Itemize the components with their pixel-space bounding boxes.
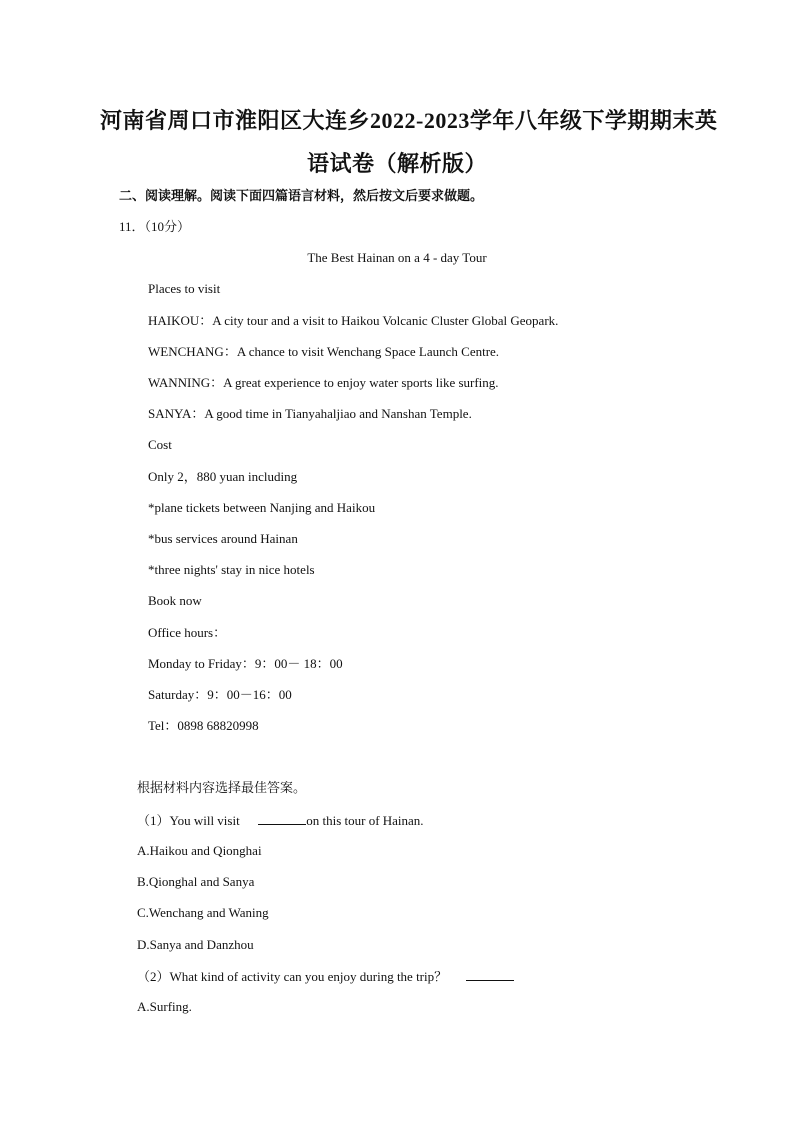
question-number: 11．（10分） [119, 219, 191, 234]
question-2 [137, 968, 514, 985]
passage-line: *plane tickets between Nanjing and Haikou [148, 500, 376, 515]
passage-line: Places to visit [148, 281, 221, 296]
passage-line: SANYA：A good time in Tianyahaljiao and Nanshan Temple. [148, 406, 472, 421]
passage-title: The Best Hainan on a 4 - day Tour [307, 250, 487, 265]
passage-line: *three nights' stay in nice hotels [148, 562, 315, 577]
option-item: D.Sanya and Danzhou [137, 937, 254, 952]
passage-line: WENCHANG：A chance to visit Wenchang Space Launch Centre. [148, 344, 500, 359]
passage-line: Office hours： [148, 625, 227, 640]
question-1-prefix: （1）You will visit [137, 813, 240, 828]
passage-line: Saturday：9：00－16：00 [148, 687, 292, 702]
question-1 [137, 812, 424, 829]
answer-blank [258, 812, 306, 825]
passage-line: Tel：0898 68820998 [148, 718, 259, 733]
answer-blank [466, 968, 514, 981]
passage-line: Cost [148, 437, 172, 452]
option-item: A.Haikou and Qionghai [137, 843, 262, 858]
passage-line: *bus services around Hainan [148, 531, 298, 546]
option-item: C.Wenchang and Waning [137, 905, 269, 920]
passage-line: HAIKOU：A city tour and a visit to Haikou Volcanic Cluster Global Geopark. [148, 313, 559, 328]
passage-line: Only 2，880 yuan including [148, 469, 298, 484]
option-item: A.Surfing. [137, 999, 192, 1014]
question-2-prefix: （2）What kind of activity can you enjoy during the trip？ [137, 969, 448, 984]
document-title-line-1: 河南省周口市淮阳区大连乡2022-2023学年八年级下学期期末英 [100, 108, 718, 133]
passage-line: Monday to Friday：9：00－ 18：00 [148, 656, 343, 671]
passage-line: WANNING：A great experience to enjoy water sports like surfing. [148, 375, 499, 390]
instruction-text: 根据材料内容选择最佳答案。 [137, 780, 307, 795]
passage-line: Book now [148, 593, 202, 608]
document-title-line-2: 语试卷（解析版） [306, 151, 487, 176]
question-1-suffix: on this tour of Hainan. [306, 813, 424, 828]
option-item: B.Qionghal and Sanya [137, 874, 255, 889]
section-heading: 二、阅读理解。阅读下面四篇语言材料，然后按文后要求做题。 [119, 188, 484, 203]
